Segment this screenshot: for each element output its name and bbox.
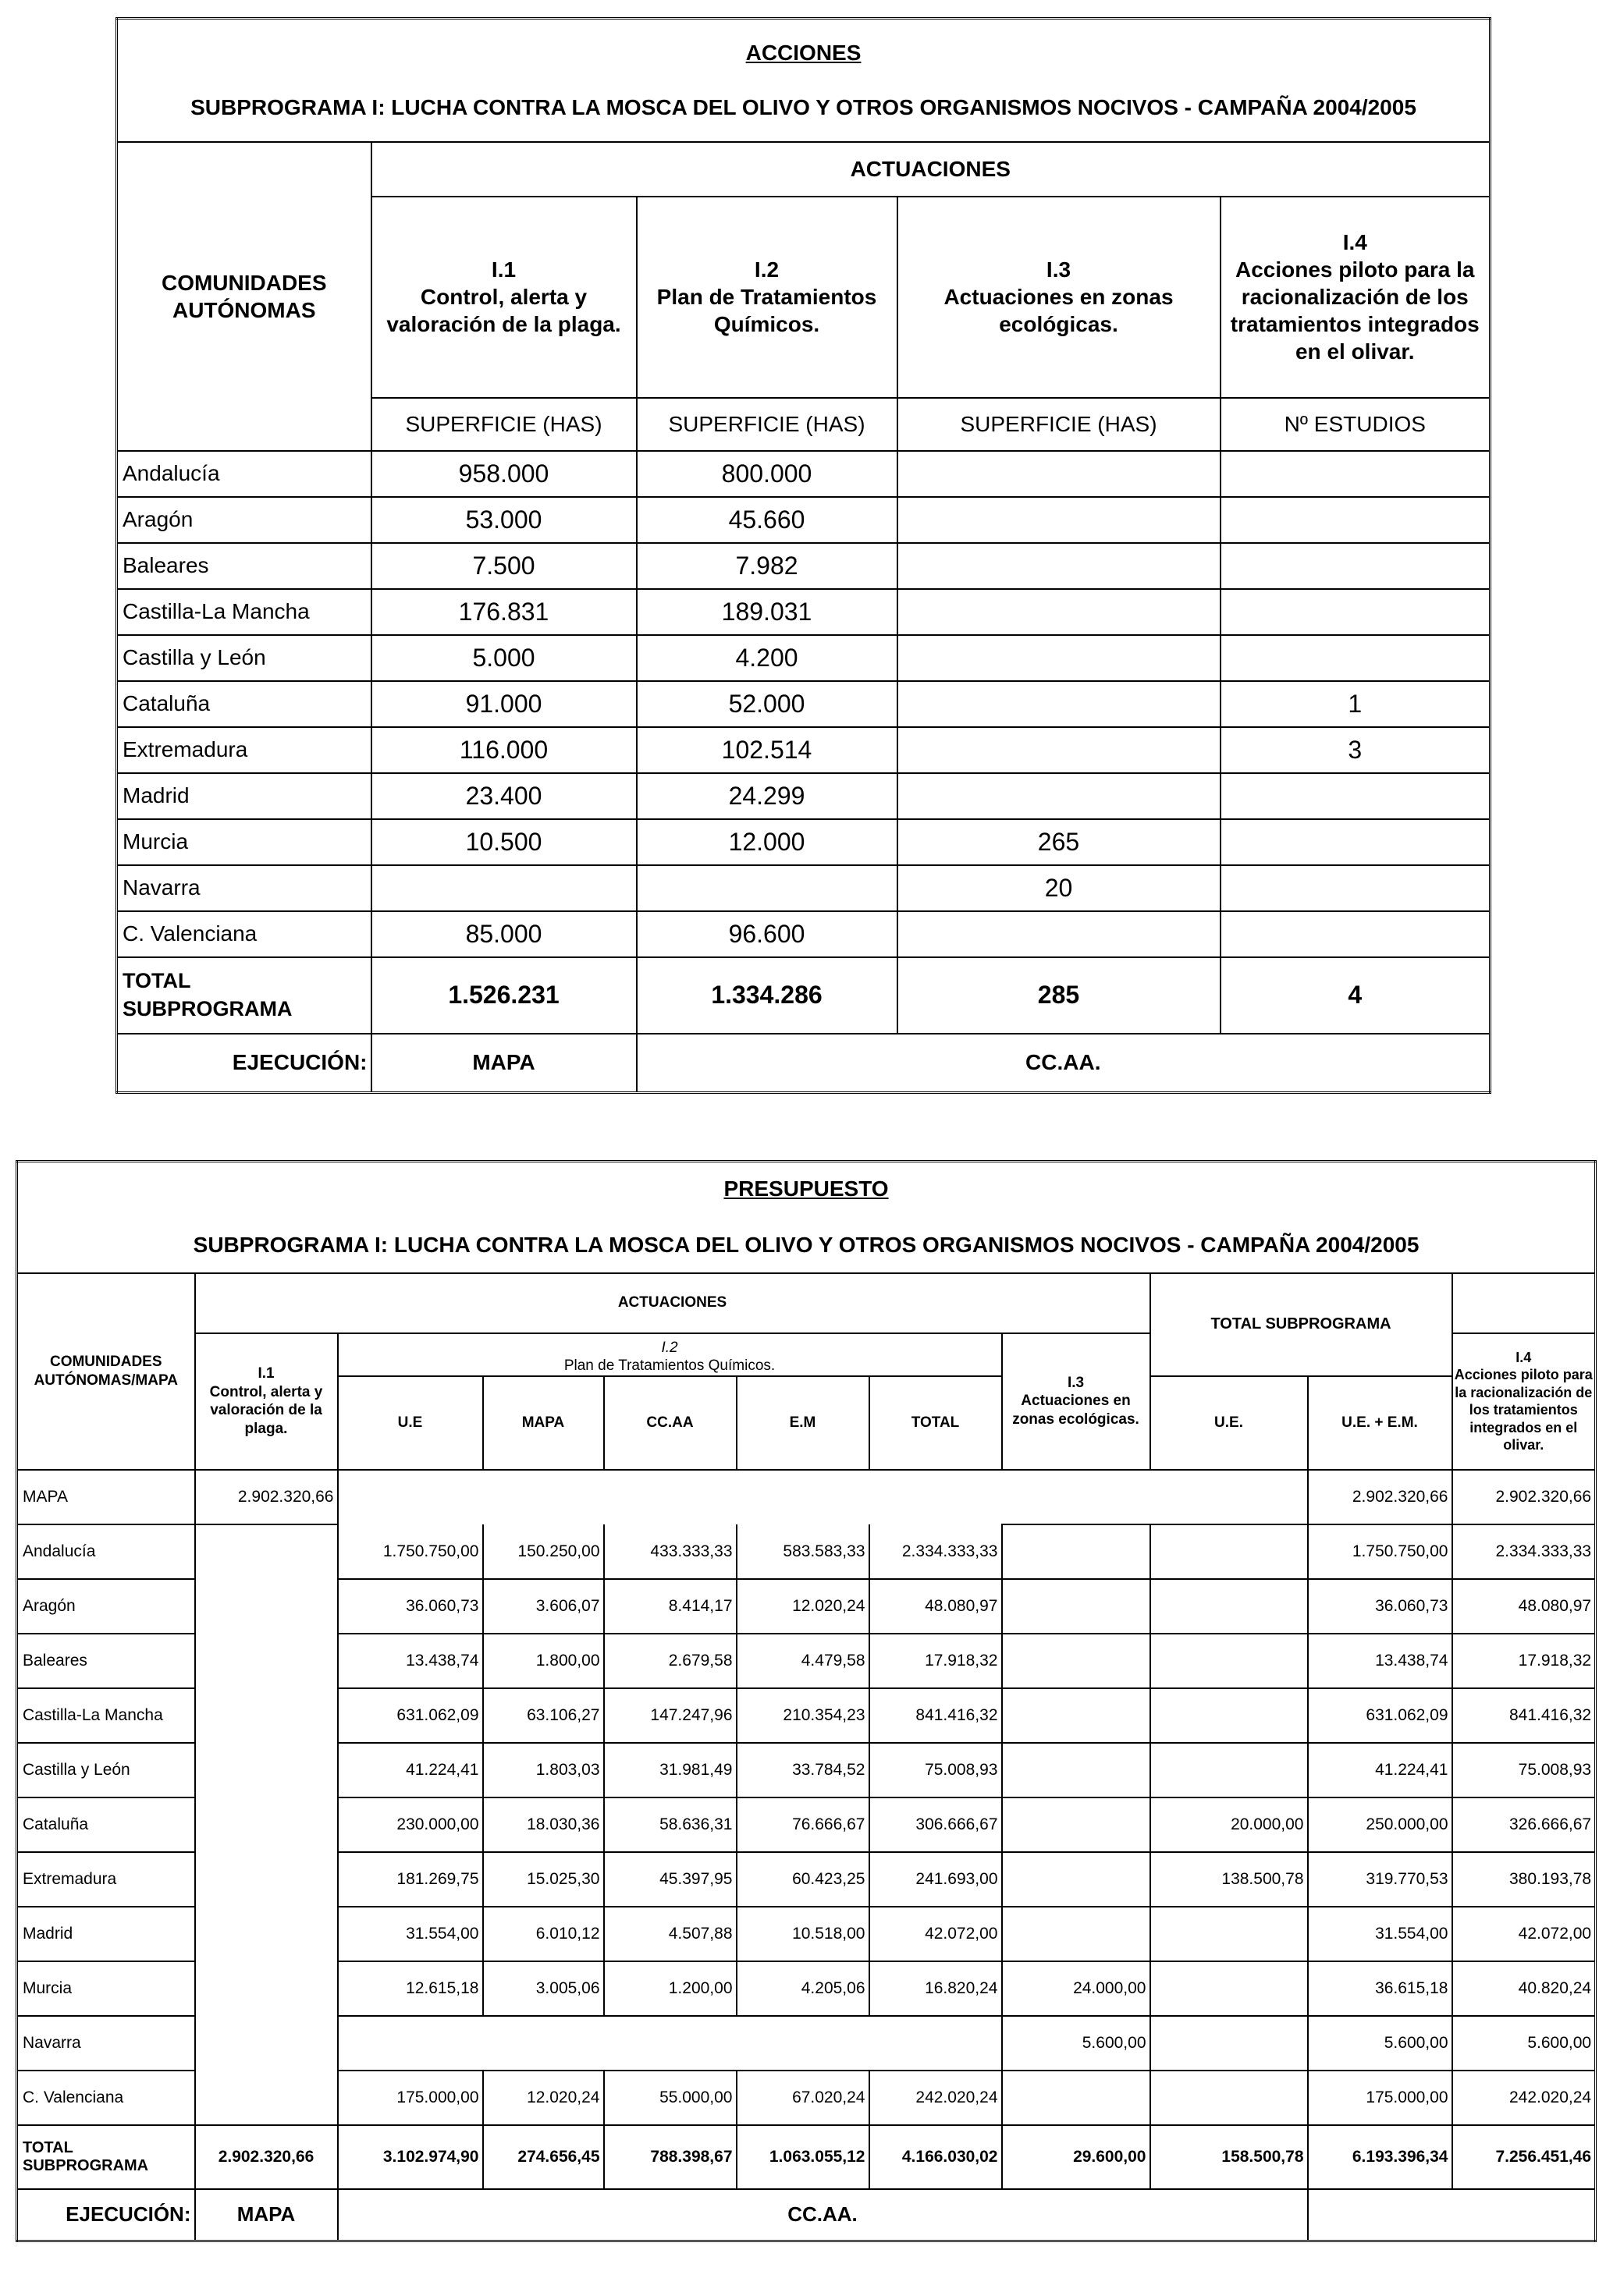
presupuesto-row-value: 60.423,25 <box>737 1852 869 1907</box>
presupuesto-row-value: 40.820,24 <box>1452 1961 1596 2016</box>
acciones-table <box>115 17 1491 1094</box>
acciones-row-value <box>1221 773 1491 819</box>
acciones-row <box>117 727 1491 773</box>
acciones-row-value: 45.660 <box>637 497 897 543</box>
presupuesto-total-ue: 3.102.974,90 <box>338 2125 483 2189</box>
presupuesto-row-value: 10.518,00 <box>737 1907 869 1961</box>
presupuesto-row <box>17 1524 1596 1579</box>
acciones-row <box>117 451 1491 497</box>
acciones-row-value: 5.000 <box>371 635 637 681</box>
presupuesto-total-sub: TOTAL SUBPROGRAMA <box>1150 1273 1452 1377</box>
presupuesto-row-value: 841.416,32 <box>869 1688 1002 1743</box>
presupuesto-row-value: 138.500,78 <box>1150 1852 1308 1907</box>
presupuesto-row-value: 31.554,00 <box>338 1907 483 1961</box>
acciones-row-region: Castilla y León <box>117 635 371 681</box>
presupuesto-row-value <box>1150 1688 1308 1743</box>
presupuesto-row-value <box>1002 1907 1150 1961</box>
presupuesto-row-value <box>1150 1579 1308 1634</box>
presupuesto-row-value: 583.583,33 <box>737 1524 869 1579</box>
acciones-row-value <box>1221 543 1491 589</box>
acciones-ejecucion-mapa: MAPA <box>371 1034 637 1093</box>
presupuesto-row-value: 5.600,00 <box>1002 2016 1150 2071</box>
acciones-row-region: Andalucía <box>117 451 371 497</box>
presupuesto-table <box>16 1160 1597 2242</box>
acciones-row-value <box>1221 497 1491 543</box>
acciones-row <box>117 865 1491 911</box>
acciones-row-value <box>637 865 897 911</box>
presupuesto-total-label: TOTAL SUBPROGRAMA <box>17 2125 195 2189</box>
presupuesto-row-value: 175.000,00 <box>1308 2071 1452 2125</box>
acciones-row <box>117 589 1491 635</box>
acciones-row-region: Madrid <box>117 773 371 819</box>
presupuesto-row-value: 5.600,00 <box>1452 2016 1596 2071</box>
presupuesto-sub-total: TOTAL <box>869 1376 1002 1470</box>
presupuesto-row-value: 76.666,67 <box>737 1797 869 1852</box>
presupuesto-row-value: 13.438,74 <box>338 1634 483 1688</box>
presupuesto-header <box>17 1162 1596 1273</box>
presupuesto-row-value: 58.636,31 <box>604 1797 737 1852</box>
acciones-row-region: Extremadura <box>117 727 371 773</box>
presupuesto-row-value: 12.020,24 <box>737 1579 869 1634</box>
acciones-row-value: 7.982 <box>637 543 897 589</box>
presupuesto-mapa-i1: 2.902.320,66 <box>195 1470 338 1524</box>
presupuesto-row-value <box>1002 1579 1150 1634</box>
acciones-unit-i1: SUPERFICIE (HAS) <box>371 398 637 451</box>
acciones-row-value: 52.000 <box>637 681 897 727</box>
presupuesto-row-region: Castilla y León <box>17 1743 195 1797</box>
presupuesto-row-value: 2.334.333,33 <box>1452 1524 1596 1579</box>
presupuesto-row-value: 17.918,32 <box>1452 1634 1596 1688</box>
acciones-row-value: 176.831 <box>371 589 637 635</box>
presupuesto-row-value: 16.820,24 <box>869 1961 1002 2016</box>
acciones-row-value <box>1221 819 1491 865</box>
acciones-row-value <box>1221 451 1491 497</box>
presupuesto-row-value: 2.334.333,33 <box>869 1524 1002 1579</box>
presupuesto-row-region: Extremadura <box>17 1852 195 1907</box>
presupuesto-row-value: 36.615,18 <box>1308 1961 1452 2016</box>
presupuesto-ejecucion-ccaa: CC.AA. <box>338 2189 1308 2241</box>
presupuesto-row-value: 41.224,41 <box>338 1743 483 1797</box>
acciones-row-value: 20 <box>897 865 1221 911</box>
presupuesto-row-value <box>1150 1634 1308 1688</box>
presupuesto-col-i3: I.3 Actuaciones en zonas ecológicas. <box>1002 1333 1150 1471</box>
presupuesto-row-value: 48.080,97 <box>1452 1579 1596 1634</box>
acciones-unit-i3: SUPERFICIE (HAS) <box>897 398 1221 451</box>
presupuesto-row-value <box>1150 2071 1308 2125</box>
acciones-unit-i2: SUPERFICIE (HAS) <box>637 398 897 451</box>
acciones-row-value: 12.000 <box>637 819 897 865</box>
presupuesto-row-value: 631.062,09 <box>338 1688 483 1743</box>
acciones-row-value <box>897 911 1221 957</box>
presupuesto-col-i4: I.4 Acciones piloto para la racionalización de los tratamientos integrados en el olivar. <box>1452 1333 1596 1471</box>
presupuesto-row-value: 75.008,93 <box>1452 1743 1596 1797</box>
acciones-row-value: 23.400 <box>371 773 637 819</box>
presupuesto-row-value: 3.606,07 <box>483 1579 604 1634</box>
presupuesto-row-value: 1.750.750,00 <box>338 1524 483 1579</box>
presupuesto-row-value: 63.106,27 <box>483 1688 604 1743</box>
presupuesto-mapa-ueem: 2.902.320,66 <box>1452 1470 1596 1524</box>
acciones-col-i4: I.4 Acciones piloto para la racionalización de los tratamientos integrados en el olivar. <box>1221 197 1491 398</box>
presupuesto-row-value <box>1150 1961 1308 2016</box>
acciones-row-value <box>1221 589 1491 635</box>
presupuesto-row-region: Aragón <box>17 1579 195 1634</box>
presupuesto-row-region: Andalucía <box>17 1524 195 1579</box>
presupuesto-row-value: 67.020,24 <box>737 2071 869 2125</box>
presupuesto-total-em: 1.063.055,12 <box>737 2125 869 2189</box>
presupuesto-row-value: 1.803,03 <box>483 1743 604 1797</box>
presupuesto-row-value: 4.507,88 <box>604 1907 737 1961</box>
presupuesto-row-value: 31.981,49 <box>604 1743 737 1797</box>
acciones-row-value <box>897 589 1221 635</box>
acciones-row <box>117 773 1491 819</box>
acciones-row <box>117 497 1491 543</box>
presupuesto-row-value: 24.000,00 <box>1002 1961 1150 2016</box>
presupuesto-sub-ccaa: CC.AA <box>604 1376 737 1470</box>
presupuesto-row-value <box>1002 1634 1150 1688</box>
presupuesto-total-i4: 158.500,78 <box>1150 2125 1308 2189</box>
acciones-row <box>117 681 1491 727</box>
presupuesto-row-value: 55.000,00 <box>604 2071 737 2125</box>
presupuesto-row-value: 12.020,24 <box>483 2071 604 2125</box>
presupuesto-row-value: 45.397,95 <box>604 1852 737 1907</box>
acciones-row-value <box>897 681 1221 727</box>
presupuesto-row-value: 1.750.750,00 <box>1308 1524 1452 1579</box>
acciones-actuaciones: ACTUACIONES <box>371 142 1491 197</box>
acciones-row-value <box>897 727 1221 773</box>
presupuesto-row-value: 42.072,00 <box>869 1907 1002 1961</box>
acciones-row-value: 3 <box>1221 727 1491 773</box>
presupuesto-row-value: 241.693,00 <box>869 1852 1002 1907</box>
acciones-row-region: Murcia <box>117 819 371 865</box>
presupuesto-row-value: 3.005,06 <box>483 1961 604 2016</box>
acciones-header <box>117 19 1491 142</box>
presupuesto-row-value: 15.025,30 <box>483 1852 604 1907</box>
presupuesto-sub-ue: U.E <box>338 1376 483 1470</box>
presupuesto-row-i2-blank <box>338 2016 1002 2071</box>
acciones-heading: ACCIONES <box>745 40 862 65</box>
presupuesto-tot-ue: U.E. <box>1150 1376 1308 1470</box>
acciones-unit-i4: Nº ESTUDIOS <box>1221 398 1491 451</box>
acciones-row-value: 91.000 <box>371 681 637 727</box>
presupuesto-subtitle: SUBPROGRAMA I: LUCHA CONTRA LA MOSCA DEL OLIVO Y OTROS ORGANISMOS NOCIVOS - CAMPAÑA 2004/2005 <box>193 1233 1420 1258</box>
presupuesto-total-mapa: 274.656,45 <box>483 2125 604 2189</box>
presupuesto-row-value: 2.679,58 <box>604 1634 737 1688</box>
presupuesto-total-tot-ue: 6.193.396,34 <box>1308 2125 1452 2189</box>
presupuesto-row-region: Madrid <box>17 1907 195 1961</box>
acciones-col-i3: I.3 Actuaciones en zonas ecológicas. <box>897 197 1221 398</box>
presupuesto-row-value: 20.000,00 <box>1150 1797 1308 1852</box>
acciones-rows <box>117 451 1491 957</box>
presupuesto-row-value: 306.666,67 <box>869 1797 1002 1852</box>
presupuesto-row-region: Murcia <box>17 1961 195 2016</box>
acciones-row-value: 102.514 <box>637 727 897 773</box>
presupuesto-row-value: 242.020,24 <box>1452 2071 1596 2125</box>
acciones-row-value: 96.600 <box>637 911 897 957</box>
acciones-row-value <box>897 635 1221 681</box>
presupuesto-row-value: 147.247,96 <box>604 1688 737 1743</box>
presupuesto-total-ccaa: 788.398,67 <box>604 2125 737 2189</box>
acciones-row-region: Navarra <box>117 865 371 911</box>
acciones-row-value: 958.000 <box>371 451 637 497</box>
presupuesto-row-value <box>1150 2016 1308 2071</box>
presupuesto-row-value: 1.800,00 <box>483 1634 604 1688</box>
presupuesto-row-value <box>1002 2071 1150 2125</box>
presupuesto-row-value <box>1002 1743 1150 1797</box>
acciones-subtitle: SUBPROGRAMA I: LUCHA CONTRA LA MOSCA DEL OLIVO Y OTROS ORGANISMOS NOCIVOS - CAMPAÑA 2004/2005 <box>190 94 1416 119</box>
presupuesto-mapa-ue: 2.902.320,66 <box>1308 1470 1452 1524</box>
presupuesto-row-value: 1.200,00 <box>604 1961 737 2016</box>
acciones-row-value: 4.200 <box>637 635 897 681</box>
presupuesto-mapa-empty <box>338 1470 1308 1524</box>
presupuesto-row-value: 12.615,18 <box>338 1961 483 2016</box>
presupuesto-row-value <box>1002 1524 1150 1579</box>
acciones-row-region: Aragón <box>117 497 371 543</box>
presupuesto-row-value: 75.008,93 <box>869 1743 1002 1797</box>
presupuesto-row-value <box>1150 1743 1308 1797</box>
acciones-row-value: 7.500 <box>371 543 637 589</box>
presupuesto-total-total: 4.166.030,02 <box>869 2125 1002 2189</box>
presupuesto-row-value <box>1150 1524 1308 1579</box>
presupuesto-row-region: Castilla-La Mancha <box>17 1688 195 1743</box>
presupuesto-row-value: 841.416,32 <box>1452 1688 1596 1743</box>
acciones-row-value: 800.000 <box>637 451 897 497</box>
presupuesto-row-value <box>1002 1852 1150 1907</box>
acciones-row-value: 265 <box>897 819 1221 865</box>
presupuesto-total-i3: 29.600,00 <box>1002 2125 1150 2189</box>
presupuesto-sub-em: E.M <box>737 1376 869 1470</box>
acciones-row <box>117 635 1491 681</box>
acciones-total-label: TOTAL SUBPROGRAMA <box>117 957 371 1034</box>
acciones-row-value <box>1221 911 1491 957</box>
presupuesto-total-i1: 2.902.320,66 <box>195 2125 338 2189</box>
acciones-row-value: 189.031 <box>637 589 897 635</box>
acciones-row-value: 85.000 <box>371 911 637 957</box>
presupuesto-row-value: 326.666,67 <box>1452 1797 1596 1852</box>
presupuesto-row-value: 210.354,23 <box>737 1688 869 1743</box>
presupuesto-ejecucion-mapa: MAPA <box>195 2189 338 2241</box>
acciones-row-value: 116.000 <box>371 727 637 773</box>
presupuesto-row-value: 31.554,00 <box>1308 1907 1452 1961</box>
presupuesto-row-value: 250.000,00 <box>1308 1797 1452 1852</box>
presupuesto-row-value: 380.193,78 <box>1452 1852 1596 1907</box>
presupuesto-row-value: 33.784,52 <box>737 1743 869 1797</box>
presupuesto-row-value: 17.918,32 <box>869 1634 1002 1688</box>
acciones-row-value <box>897 451 1221 497</box>
presupuesto-row-value <box>1150 1907 1308 1961</box>
acciones-col-i1: I.1 Control, alerta y valoración de la plaga. <box>371 197 637 398</box>
presupuesto-row-value: 48.080,97 <box>869 1579 1002 1634</box>
presupuesto-total-tot-ueem: 7.256.451,46 <box>1452 2125 1596 2189</box>
presupuesto-row-value: 13.438,74 <box>1308 1634 1452 1688</box>
acciones-row-value <box>897 543 1221 589</box>
acciones-total-i1: 1.526.231 <box>371 957 637 1034</box>
presupuesto-row-region: Cataluña <box>17 1797 195 1852</box>
presupuesto-col-i2: I.2 Plan de Tratamientos Químicos. <box>338 1333 1002 1377</box>
presupuesto-tot-ueem: U.E. + E.M. <box>1308 1376 1452 1470</box>
presupuesto-row-value: 150.250,00 <box>483 1524 604 1579</box>
acciones-total-i2: 1.334.286 <box>637 957 897 1034</box>
acciones-row-value: 10.500 <box>371 819 637 865</box>
acciones-col-region: COMUNIDADES AUTÓNOMAS <box>117 142 371 451</box>
acciones-row-value <box>1221 865 1491 911</box>
presupuesto-row-value: 181.269,75 <box>338 1852 483 1907</box>
presupuesto-row-value: 4.205,06 <box>737 1961 869 2016</box>
presupuesto-ejecucion-blank <box>1308 2189 1596 2241</box>
acciones-row-region: Cataluña <box>117 681 371 727</box>
presupuesto-row-value <box>1002 1688 1150 1743</box>
acciones-row-value <box>897 497 1221 543</box>
presupuesto-col-i1: I.1 Control, alerta y valoración de la plaga. <box>195 1333 338 1471</box>
presupuesto-row-value: 433.333,33 <box>604 1524 737 1579</box>
acciones-row-region: C. Valenciana <box>117 911 371 957</box>
presupuesto-rows <box>17 1524 1596 2125</box>
acciones-row <box>117 543 1491 589</box>
acciones-row-value <box>897 773 1221 819</box>
presupuesto-row-value: 4.479,58 <box>737 1634 869 1688</box>
presupuesto-row-value: 319.770,53 <box>1308 1852 1452 1907</box>
acciones-row-region: Baleares <box>117 543 371 589</box>
presupuesto-ejecucion-label: EJECUCIÓN: <box>17 2189 195 2241</box>
presupuesto-row-value: 36.060,73 <box>338 1579 483 1634</box>
presupuesto-mapa-region: MAPA <box>17 1470 195 1524</box>
presupuesto-row-value: 41.224,41 <box>1308 1743 1452 1797</box>
presupuesto-sub-mapa: MAPA <box>483 1376 604 1470</box>
acciones-row-value: 1 <box>1221 681 1491 727</box>
acciones-row-region: Castilla-La Mancha <box>117 589 371 635</box>
presupuesto-row-value: 5.600,00 <box>1308 2016 1452 2071</box>
presupuesto-row-value: 8.414,17 <box>604 1579 737 1634</box>
acciones-col-i2: I.2 Plan de Tratamientos Químicos. <box>637 197 897 398</box>
presupuesto-row-value: 631.062,09 <box>1308 1688 1452 1743</box>
presupuesto-row-value: 6.010,12 <box>483 1907 604 1961</box>
presupuesto-row-value: 42.072,00 <box>1452 1907 1596 1961</box>
acciones-ejecucion-ccaa: CC.AA. <box>637 1034 1491 1093</box>
presupuesto-row-value: 36.060,73 <box>1308 1579 1452 1634</box>
acciones-ejecucion-label: EJECUCIÓN: <box>117 1034 371 1093</box>
acciones-row-value <box>1221 635 1491 681</box>
presupuesto-row-value: 242.020,24 <box>869 2071 1002 2125</box>
acciones-total-i3: 285 <box>897 957 1221 1034</box>
acciones-row <box>117 911 1491 957</box>
acciones-row-value: 53.000 <box>371 497 637 543</box>
presupuesto-row-value: 18.030,36 <box>483 1797 604 1852</box>
acciones-row <box>117 819 1491 865</box>
presupuesto-row-region: Navarra <box>17 2016 195 2071</box>
presupuesto-row-value <box>1002 1797 1150 1852</box>
presupuesto-row-value: 175.000,00 <box>338 2071 483 2125</box>
acciones-total-i4: 4 <box>1221 957 1491 1034</box>
presupuesto-i1-blank <box>195 1524 338 2125</box>
presupuesto-heading: PRESUPUESTO <box>723 1176 889 1201</box>
presupuesto-col-region: COMUNIDADES AUTÓNOMAS/MAPA <box>17 1273 195 1471</box>
acciones-row-value <box>371 865 637 911</box>
presupuesto-row-region: C. Valenciana <box>17 2071 195 2125</box>
presupuesto-row-region: Baleares <box>17 1634 195 1688</box>
presupuesto-actuaciones: ACTUACIONES <box>195 1273 1150 1333</box>
presupuesto-row-value: 230.000,00 <box>338 1797 483 1852</box>
acciones-row-value: 24.299 <box>637 773 897 819</box>
